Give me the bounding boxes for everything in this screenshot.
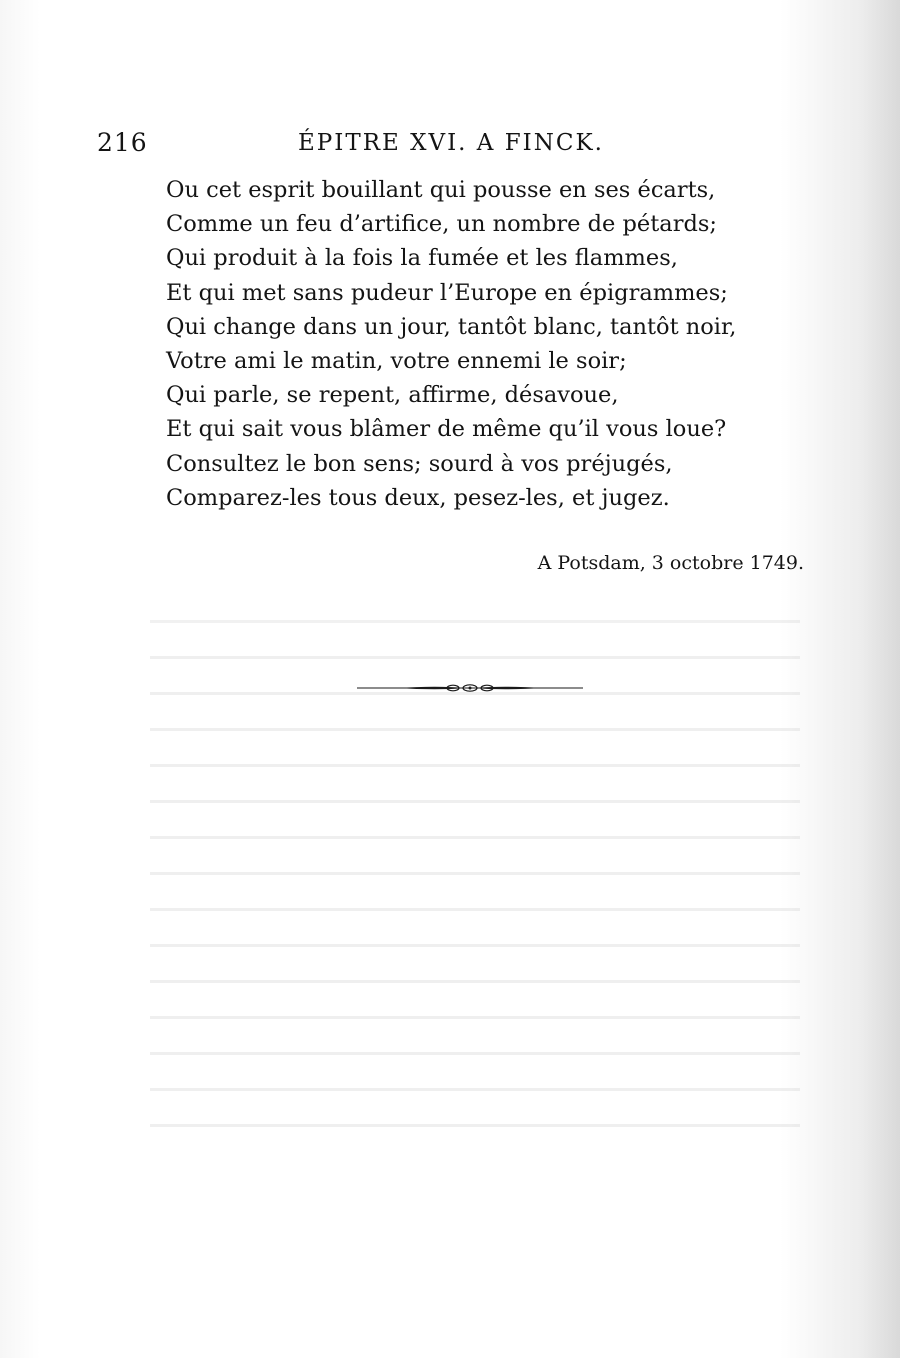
poem-line: Ou cet esprit bouillant qui pousse en ses écarts, <box>166 177 716 203</box>
poem-line: Consultez le bon sens; sourd à vos préjugés, <box>166 450 673 477</box>
running-head <box>0 122 900 162</box>
dateline: A Potsdam, 3 octobre 1749. <box>537 552 804 574</box>
poem-body <box>166 173 786 515</box>
poem-line: Et qui met sans pudeur l’Europe en épigrammes; <box>166 279 728 306</box>
poem-line: Qui parle, se repent, affirme, désavoue, <box>166 382 619 409</box>
poem-line: Comparez-les tous deux, pesez-les, et jugez. <box>166 484 670 511</box>
poem-line: Qui produit à la fois la fumée et les flammes, <box>166 245 678 272</box>
poem-line: Qui change dans un jour, tantôt blanc, tantôt noir, <box>166 313 737 340</box>
ornamental-rule-icon <box>357 678 583 698</box>
page-number: 216 <box>97 128 148 157</box>
poem-line: Comme un feu d’artifice, un nombre de pétards; <box>166 211 717 238</box>
show-through-texture <box>150 620 800 1180</box>
poem-line: Votre ami le matin, votre ennemi le soir; <box>166 348 627 375</box>
page-title: ÉPITRE XVI. A FINCK. <box>298 130 604 156</box>
poem-line: Et qui sait vous blâmer de même qu’il vous loue? <box>166 416 727 443</box>
